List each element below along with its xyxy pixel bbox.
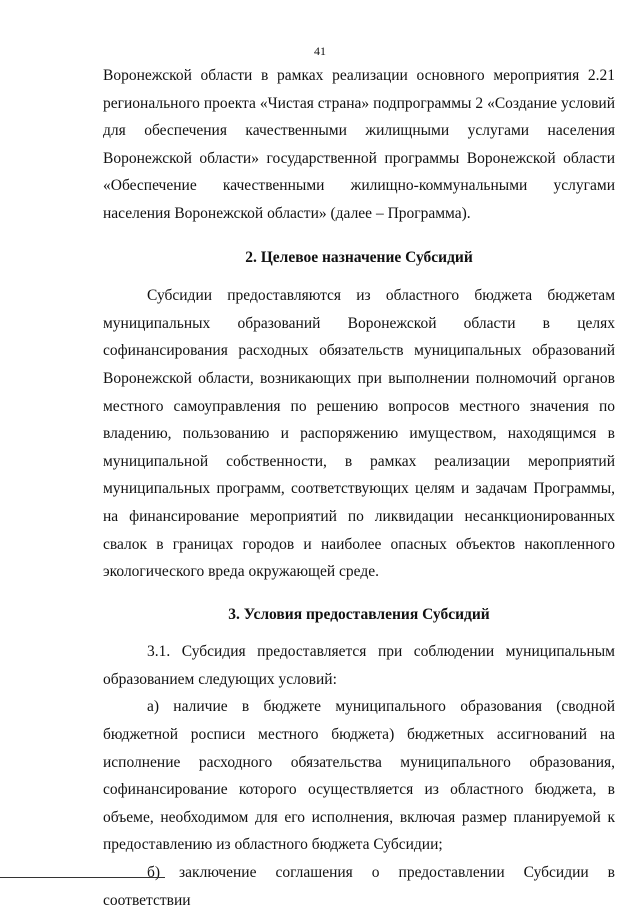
clause-b-paragraph: б) заключение соглашения о предоставлении Субсидии в соответствии (103, 864, 615, 909)
section-2-paragraph: Субсидии предоставляются из областного бюджета бюджетам муниципальных образований Воронежской области в целях софинансирования расходных обязательств муниципальных образований Воронежской области, возникающих при выполнении полномочий органов местного самоуправления по решению вопросов местного значения по владению, пользованию и распоряжению имуществом, находящимся в муниципальной собственности, в рамках реализации мероприятий муниципальных программ, соответствующих целям и задачам Программы, на финансирование мероприятий по ликвидации несанкционированных свалок в границах городов и наиболее опасных объектов накопленного экологического вреда окружающей среде. (103, 287, 615, 581)
intro-paragraph: Воронежской области в рамках реализации основного мероприятия 2.21 регионального проекта «Чистая страна» подпрограммы 2 «Создание условий для обеспечения качественными жилищными услугами населения Воронежской области» государственной программы Воронежской области «Обеспечение качественными жилищно-коммунальными услугами населения Воронежской области» (далее – Программа). (103, 67, 615, 222)
clause-3-1-paragraph: 3.1. Субсидия предоставляется при соблюдении муниципальным образованием следующих условий: (103, 643, 615, 688)
footer-rule (0, 877, 165, 878)
document-body (103, 62, 615, 914)
page-number: 41 (314, 44, 326, 58)
section-2-heading: 2. Целевое назначение Субсидий (245, 248, 473, 266)
clause-a-paragraph: а) наличие в бюджете муниципального образования (сводной бюджетной росписи местного бюджета) бюджетных ассигнований на исполнение расходного обязательства муниципального образования, софинансирование которого осуществляется из областного бюджета, в объеме, необходимом для его исполнения, включая размер планируемой к предоставлению из областного бюджета Субсидии; (103, 698, 615, 854)
section-3-heading: 3. Условия предоставления Субсидий (228, 605, 490, 623)
